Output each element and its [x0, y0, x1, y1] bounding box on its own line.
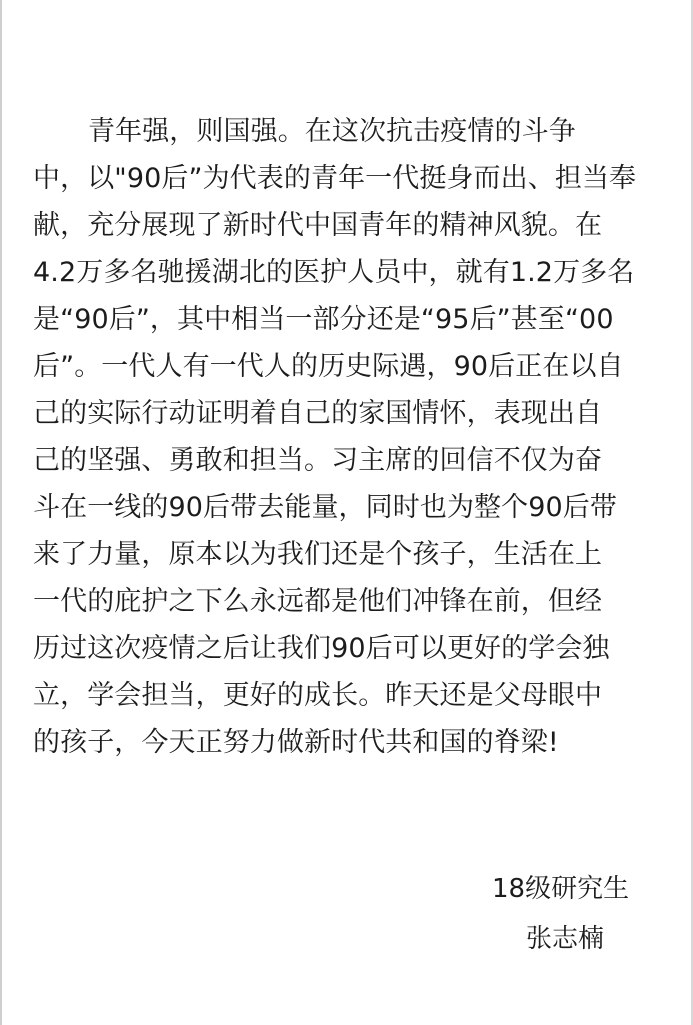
letter-line: 立，学会担当，更好的成长。昨天还是父母眼中	[33, 680, 603, 711]
letter-line: 己的实际行动证明着自己的家国情怀，表现出自	[33, 398, 603, 429]
signature-name: 张志楠	[526, 924, 605, 954]
letter-line: 中，以"90后”为代表的青年一代挺身而出、担当奉	[33, 163, 637, 194]
letter-line: 斗在一线的90后带去能量，同时也为整个90后带	[33, 492, 618, 523]
letter-line: 己的坚强、勇敢和担当。习主席的回信不仅为奋	[33, 445, 603, 476]
letter-line: 青年强，则国强。在这次抗击疫情的斗争	[88, 116, 576, 147]
signature-affiliation: 18级研究生	[492, 874, 630, 904]
letter-line: 4.2万多名驰援湖北的医护人员中，就有1.2万多名	[33, 257, 635, 288]
letter-line: 一代的庇护之下么永远都是他们冲锋在前，但经	[33, 586, 603, 617]
letter-line: 来了力量，原本以为我们还是个孩子，生活在上	[33, 539, 603, 570]
letter-line: 是“90后”，其中相当一部分还是“95后”甚至“00	[33, 304, 614, 335]
letter-line: 历过这次疫情之后让我们90后可以更好的学会独	[33, 633, 610, 664]
letter-line: 献，充分展现了新时代中国青年的精神风貌。在	[33, 210, 603, 241]
letter-line: 后”。一代人有一代人的历史际遇，90后正在以自	[33, 351, 624, 382]
letter-line: 的孩子，今天正努力做新时代共和国的脊梁!	[33, 727, 559, 758]
